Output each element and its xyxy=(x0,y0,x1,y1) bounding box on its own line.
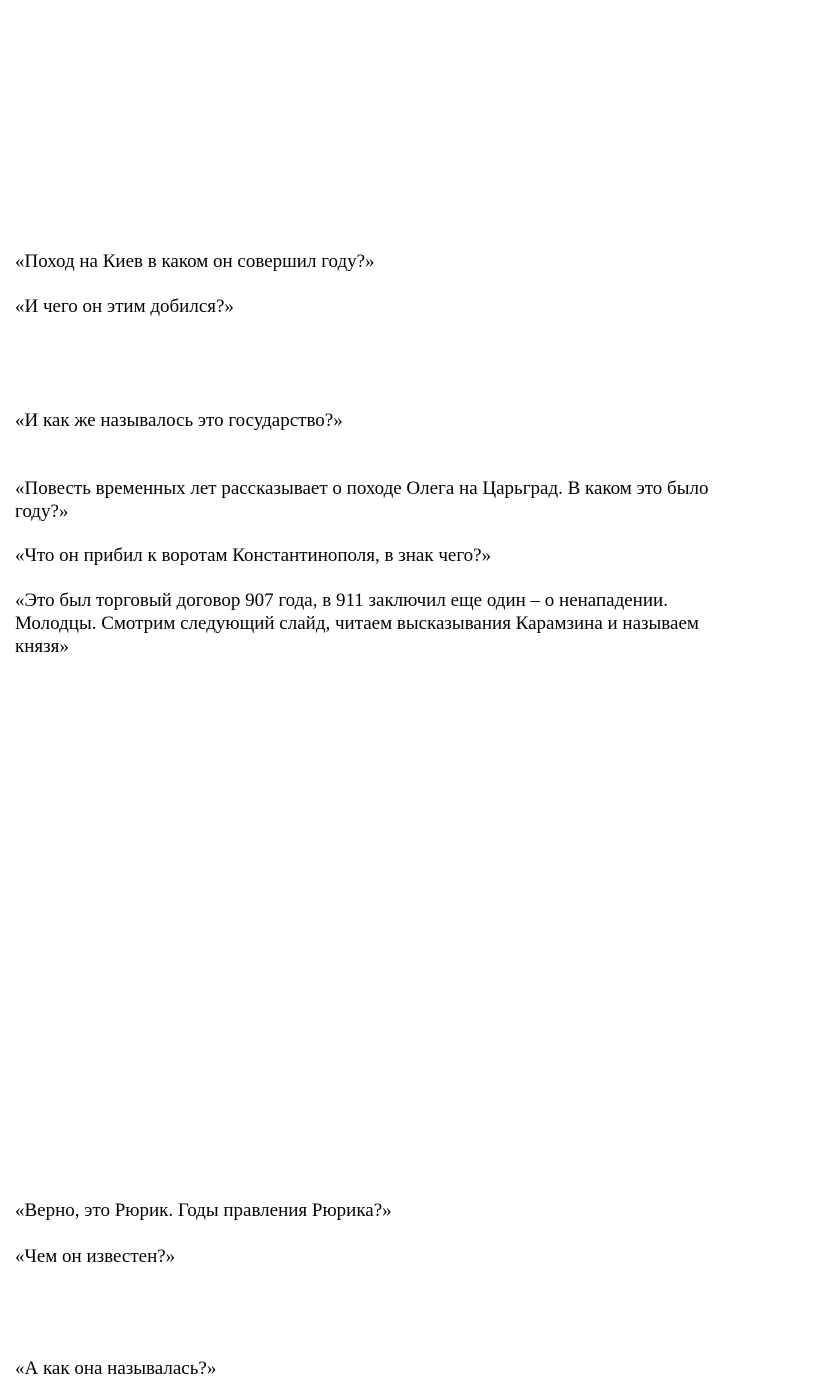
text-line: «Повесть временных лет рассказывает о походе Олега на Царьград. В каком это было xyxy=(15,478,709,499)
text-line: «И как же называлось это государство?» xyxy=(15,410,343,431)
question-constantinople-gates xyxy=(15,544,795,567)
text-line: «Поход на Киев в каком он совершил году?» xyxy=(15,251,375,272)
question-what-achieved xyxy=(15,295,795,318)
question-rurik-reign xyxy=(15,1199,795,1222)
question-tsargrad-campaign xyxy=(15,477,795,523)
text-line: «Чем он известен?» xyxy=(15,1246,176,1267)
statement-trade-treaty xyxy=(15,589,795,658)
question-what-called xyxy=(15,1357,795,1380)
text-line: «А как она называлась?» xyxy=(15,1358,217,1379)
text-line: «Что он прибил к воротам Константинополя, в знак чего?» xyxy=(15,545,492,566)
text-line: году?» xyxy=(15,501,69,522)
text-line: «Верно, это Рюрик. Годы правления Рюрика?» xyxy=(15,1200,392,1221)
question-known-for xyxy=(15,1245,795,1268)
question-state-name xyxy=(15,409,795,432)
text-line: князя» xyxy=(15,636,69,657)
text-line: Молодцы. Смотрим следующий слайд, читаем высказывания Карамзина и называем xyxy=(15,613,699,634)
question-kiev-campaign-year xyxy=(15,250,795,273)
text-line: «Это был торговый договор 907 года, в 911 заключил еще один – о ненападении. xyxy=(15,590,668,611)
text-line: «И чего он этим добился?» xyxy=(15,296,234,317)
